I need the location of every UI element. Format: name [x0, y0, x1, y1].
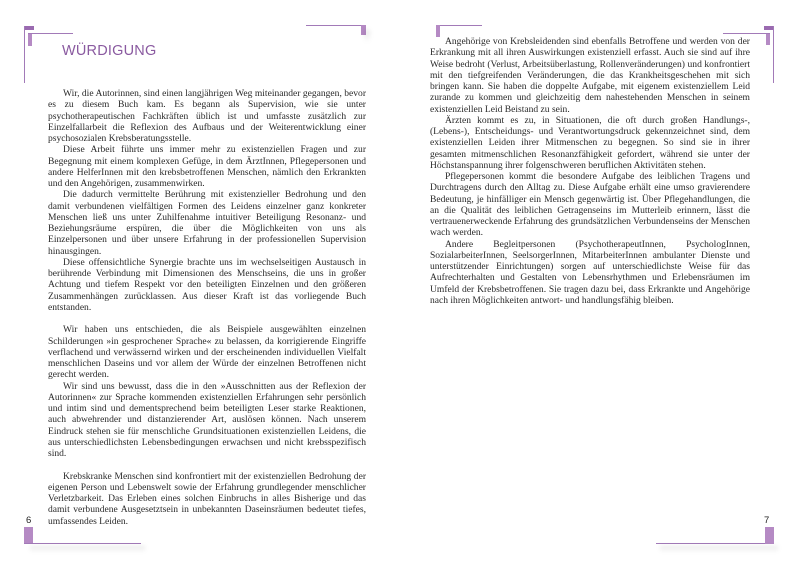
paragraph: Ärzten kommt es zu, in Situationen, die oft durch großen Handlungs-, (Lebens-), Entscheidungs- und Verantwortungsdruck gekennzeichnet sind, dem existenziellen Leiden ihrer Mitmenschen zu begegnen. So sind sie in ihrer gesamten mitmenschlichen Resonanzfähigkeit gefordert, während sie unter der Höchstanspannung ihrer folgenschweren beruflichen Aktivitäten stehen. — [430, 114, 750, 171]
corner-ornament-bar — [28, 34, 32, 46]
page-number: 7 — [764, 515, 770, 526]
paragraph: Krebskranke Menschen sind konfrontiert mit der existenziellen Bedrohung der eigenen Person und Lebenswelt sowie der Erfahrung grundlegender menschlicher Verletzbarkeit. Das Erleben eines solchen Einbruchs in alles Bisherige und das damit verbundene Ausgesetztsein in unbekannten Daseinsräumen bedeutet tiefes, umfassendes Leiden. — [48, 470, 366, 527]
corner-ornament-line — [723, 33, 770, 34]
right-page — [400, 0, 800, 567]
corner-ornament-line — [24, 543, 141, 544]
corner-ornament-line — [28, 33, 73, 34]
corner-ornament-line — [24, 26, 25, 83]
paragraph: Wir haben uns entschieden, die als Beispiele ausgewählten einzelnen Schilderungen »in gesprochener Sprache« zu belassen, da korrigierende Eingriffe verflachend und verwässernd wirken und der erscheinenden individuellen Vielfalt menschlichen Daseins und vor allem der Würde der einzelnen Betroffenen nicht gerecht werden. — [48, 324, 366, 381]
corner-ornament-top-right — [306, 25, 361, 26]
corner-ornament-bottom-left — [24, 527, 33, 544]
paragraph: Die dadurch vermittelte Berührung mit existenzieller Bedrohung und den damit verbundenen vielfältigen Formen des Leidens einzelner ganz konkreter Menschen ließ uns unter Zuhilfenahme intuitiver Beteiligung Resonanz- und Beziehungsräume erspüren, die über die Möglichkeiten von uns als Einzelpersonen und über unsere Erfahrung in der professionellen Supervision hinausgingen. — [48, 189, 366, 257]
body-text — [430, 36, 750, 306]
corner-ornament-bar — [765, 527, 774, 544]
page-title: WÜRDIGUNG — [62, 43, 157, 59]
paragraph: Andere Begleitpersonen (PsychotherapeutInnen, PsychologInnen, SozialarbeiterInnen, SeelsorgerInnen, MitarbeiterInnen ambulanter Dienste und unterstützender Einrichtungen) sorgen auf unterschiedlichste Weise für das Aufrechterhalten und Gestalten von Lebensrhythmen und Erlebensräumen im Umfeld der Krebsbetroffenen. Sie tragen dazu bei, dass Erkrankte und Angehörige nach ihren Möglichkeiten antwort- und handlungsfähig bleiben. — [430, 238, 750, 306]
corner-ornament-line — [773, 26, 774, 83]
corner-ornament-top-left — [24, 26, 34, 30]
body-text — [48, 88, 366, 527]
page-number: 6 — [26, 515, 32, 526]
corner-ornament-bar — [766, 33, 770, 45]
paragraph: Pflegepersonen kommt die besondere Aufgabe des leiblichen Tragens und Durchtragens durch den Alltag zu. Diese Aufgabe erhält eine umso gravierendere Bedeutung, je hinfälliger ein Mensch gegenwärtig ist. Über Pflegehandlungen, die an die Qualität des leiblichen Getragenseins im Mutterleib erinnern, lässt die vertrauenerweckende Erfahrung des grundsätzlichen Verbundenseins der Menschen wach werden. — [430, 171, 750, 239]
paragraph: Wir, die Autorinnen, sind einen langjährigen Weg miteinander gegangen, bevor es zu diesem Buch kam. Es begann als Supervision, wie sie unter psychotherapeutischen Fachkräften üblich ist und umfasste zusätzlich zur Einzelfallarbeit die Reflexion des Aufbaus und der Weiterentwicklung einer psychosozialen Krebsberatungsstelle. — [48, 88, 366, 144]
paragraph: Diese Arbeit führte uns immer mehr zu existenziellen Fragen und zur Begegnung mit einem komplexen Gefüge, in dem ÄrztInnen, Pflegepersonen und andere HelferInnen mit den krebsbetroffenen Menschen, nämlich den Erkrankten und den Angehörigen, zusammenwirken. — [48, 144, 366, 189]
corner-ornament-top-left — [436, 25, 482, 26]
corner-ornament-bottom-right — [656, 543, 773, 544]
paragraph: Diese offensichtliche Synergie brachte uns im wechselseitigen Austausch in berührende Verbindung mit Dimensionen des Menschseins, die uns in großer Achtung und tiefem Respekt vor den beteiligten Einzelnen und den größeren Zusammenhängen zurücklassen. Aus dieser Kraft ist das vorliegende Buch entstanden. — [48, 256, 366, 313]
paragraph: Angehörige von Krebsleidenden sind ebenfalls Betroffene und werden von der Erkrankung mit all ihren Auswirkungen existenziell erfasst. Auch sie sind auf ihre Weise bedroht (Verlust, Arbeitsüberlastung, Rollenveränderungen) und konfrontiert mit den tiefgreifenden Veränderungen, die das Krankheitsgeschehen mit sich bringen kann. Sie haben die doppelte Aufgabe, mit eigenem existenziellem Leid zurande zu kommen und gleichzeitig dem nahestehenden Menschen in seinem existenziellen Leid Beistand zu sein. — [430, 36, 750, 115]
paragraph: Wir sind uns bewusst, dass die in den »Ausschnitten aus der Reflexion der Autorinnen« zur Sprache kommenden existenziellen Erfahrungen sehr persönlich und intim sind und dementsprechend beim beteiligten Leser starke Reaktionen, auch abwehrender und distanzierender Art, auslösen können. Nach unserem Eindruck stehen sie für menschliche Grundsituationen existenziellen Leidens, die aus unterschiedlichsten Lebensbedingungen erwachsen und nicht krebsspezifisch sind. — [48, 380, 366, 459]
